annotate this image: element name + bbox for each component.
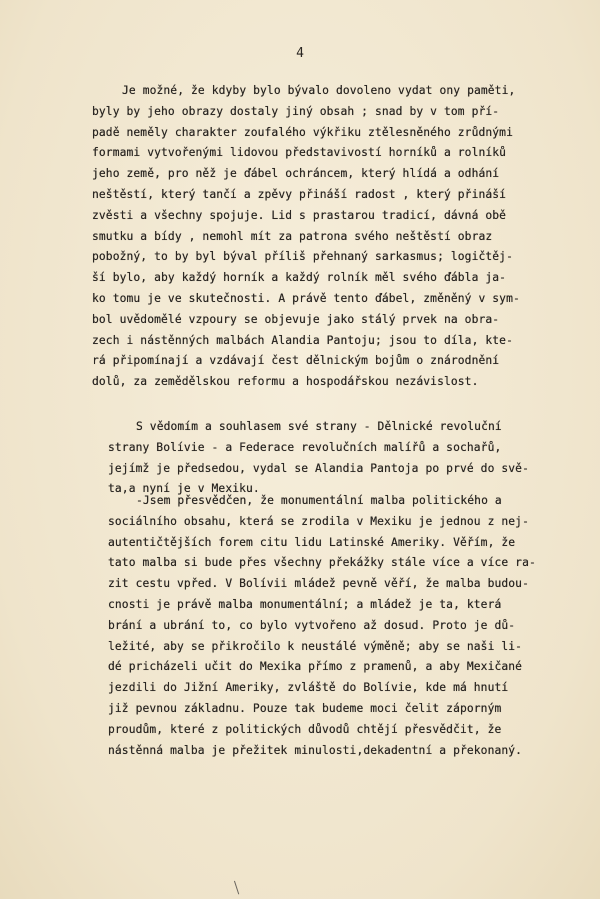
text-line: již pevnou základnu. Pouze tak budeme moci čelit záporným	[108, 702, 502, 715]
text-line: dolů, za zemědělskou reformu a hospodářskou nezávislost.	[92, 375, 479, 389]
text-line: brání a ubrání to, co bylo vytvořeno až dosud. Proto je dů-	[108, 618, 516, 632]
text-line: ší bylo, aby každý horník a každý rolník měl svého ďábla ja-	[92, 271, 507, 285]
text-line: ležité, aby se přikročilo k neustálé výměně; aby se naši li-	[108, 639, 523, 653]
text-line: byly by jeho obrazy dostaly jiný obsah ; snad by v tom pří-	[92, 104, 500, 118]
text-line: zvěsti a všechny spojuje. Lid s prastarou tradicí, dávná obě	[92, 208, 507, 222]
text-line: formami vytvořenými lidovou představivostí horníků a rolníků	[92, 146, 507, 160]
text-line: zech i nástěnných malbách Alandia Pantoju; jsou to díla, kte-	[92, 333, 513, 347]
text-line: tato malba si bude přes všechny překážky stále více a více ra-	[108, 556, 536, 570]
text-line: zit cestu vpřed. V Bolívii mládež pevně věří, že malba budou-	[108, 577, 529, 591]
text-line: ta,a nyní je v Mexiku.	[108, 482, 260, 496]
text-line: -Jsem přesvědčen, že monumentální malba politického a	[136, 494, 502, 507]
text-line: pobožný, to by byl býval příliš přehnaný sarkasmus; logičtěj-	[92, 250, 513, 264]
text-line: neštěstí, který tančí a zpěvy přináší radost , který přináší	[92, 188, 507, 201]
text-line: S vědomím a souhlasem své strany - Dělnické revoluční	[136, 420, 502, 433]
text-line: dé pricházeli učit do Mexika přímo z pramenů, a aby Mexičané	[108, 660, 523, 674]
text-line: autentičtějších forem citu lidu Latinské Ameriky. Věřím, že	[108, 535, 516, 549]
text-line: smutku a bídy , nemohl mít za patrona svého neštěstí obraz	[92, 229, 493, 243]
text-line: jeho země, pro něž je ďábel ochráncem, který hlídá a odhání	[92, 167, 500, 181]
text-line: bol uvědomělé vzpoury se objevuje jako stálý prvek na obra-	[92, 312, 500, 326]
pencil-mark	[234, 880, 243, 895]
text-line: Je možné, že kdyby bylo bývalo dovoleno vydat ony paměti,	[122, 84, 516, 97]
text-line: cnosti je právě malba monumentální; a mládež je ta, která	[108, 598, 502, 611]
text-line: nástěnná malba je přežitek minulosti,dekadentní a překonaný.	[108, 743, 523, 757]
text-line: ko tomu je ve skutečnosti. A právě tento ďábel, změněný v sym-	[92, 292, 520, 305]
text-line: strany Bolívie - a Federace revolučních malířů a sochařů,	[108, 440, 502, 454]
page-number: 4	[296, 46, 304, 61]
text-line: rá připomínají a vzdávají čest dělnickým bojům o znárodnění	[92, 354, 500, 368]
text-line: padě neměly charakter zoufalého výkřiku ztělesněného zrůdnými	[92, 125, 513, 139]
text-line: sociálního obsahu, která se zrodila v Mexiku je jednou z nej-	[108, 514, 529, 528]
text-line: jejímž je předsedou, vydal se Alandia Pantoja po prvé do svě-	[108, 461, 529, 475]
text-line: jezdili do Jižní Ameriky, zvláště do Bolívie, kde má hnutí	[108, 681, 509, 695]
text-line: proudům, které z politických důvodů chtějí přesvědčit, že	[108, 722, 502, 736]
